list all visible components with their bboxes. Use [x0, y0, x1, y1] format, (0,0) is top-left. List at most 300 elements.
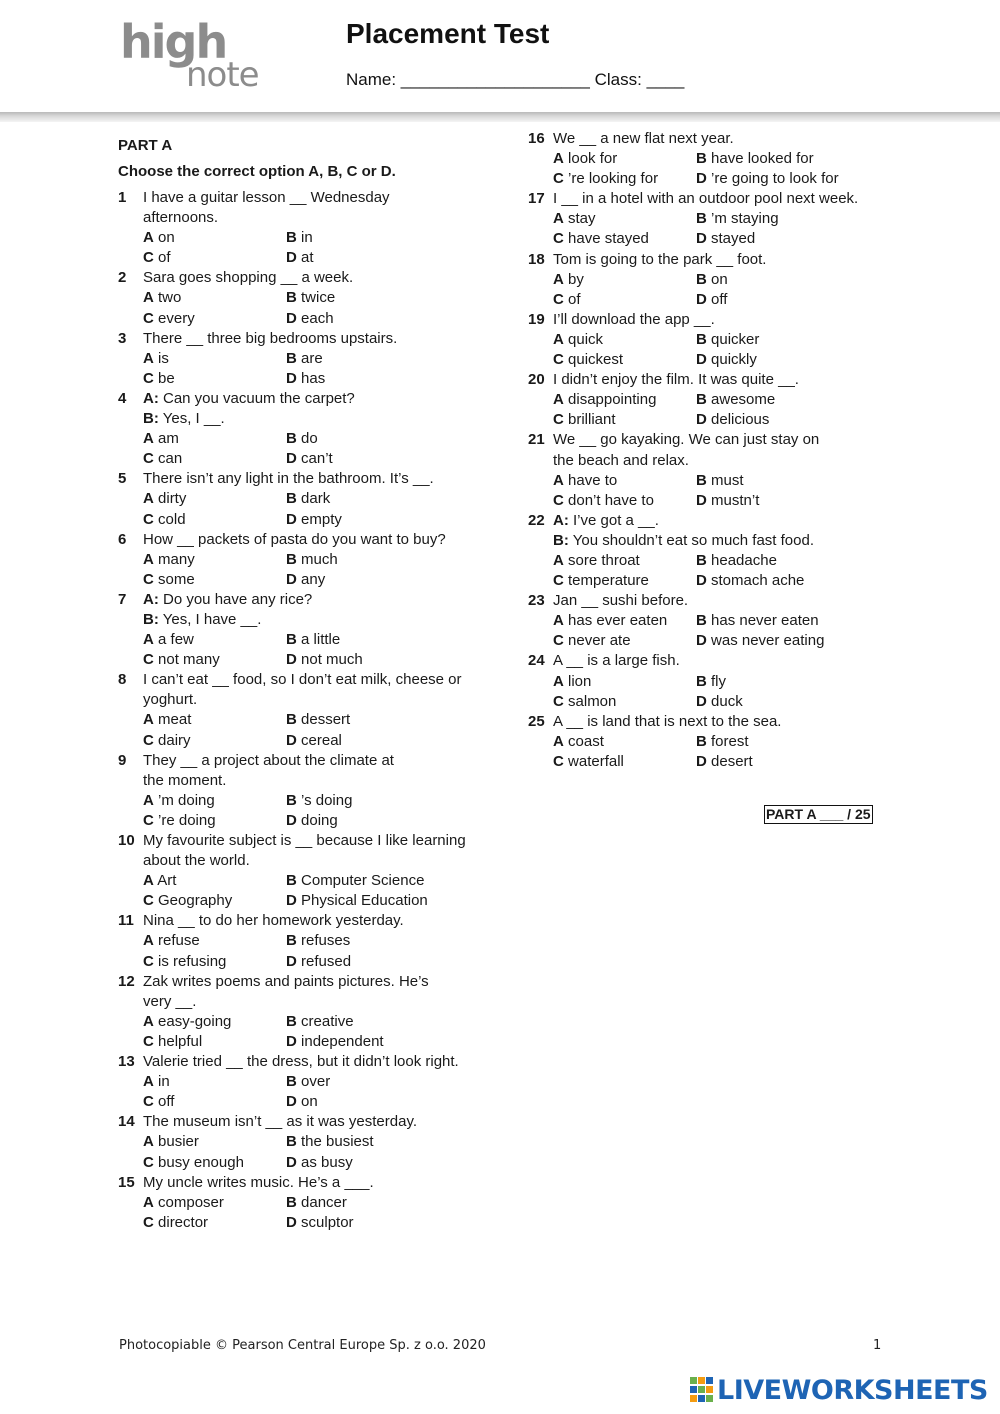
part-a-score-box[interactable]: PART A ___ / 25 — [766, 806, 871, 822]
option-letter: D — [286, 309, 297, 327]
option-text: composer — [158, 1193, 224, 1211]
answer-option-a[interactable] — [143, 288, 286, 308]
answer-option-c[interactable] — [143, 309, 286, 329]
option-text: waterfall — [568, 752, 624, 770]
answer-option-a[interactable] — [553, 551, 696, 571]
answer-option-b[interactable] — [286, 1132, 429, 1152]
option-letter: B — [286, 229, 297, 247]
answer-option-d[interactable] — [286, 952, 429, 972]
options-row — [143, 1193, 478, 1213]
options-row — [553, 752, 888, 772]
option-letter: D — [696, 411, 707, 429]
option-text: quick — [568, 330, 604, 348]
option-text: at — [301, 249, 314, 267]
answer-option-d[interactable] — [286, 811, 429, 831]
option-text: can’t — [301, 450, 333, 468]
answer-option-a[interactable] — [143, 871, 286, 891]
answer-option-a[interactable] — [143, 228, 286, 248]
option-text: on — [158, 229, 175, 247]
option-letter: A — [143, 872, 154, 890]
question-text-span: Zak writes poems and paints pictures. He’s — [143, 972, 429, 990]
option-letter: C — [553, 290, 564, 308]
answer-option-c[interactable] — [143, 1153, 286, 1173]
option-letter: A — [143, 430, 154, 448]
option-letter: B — [696, 270, 707, 288]
answer-option-d[interactable] — [286, 1032, 429, 1052]
question-4 — [118, 389, 478, 469]
options-row — [143, 1032, 478, 1052]
question-number: 22 — [528, 511, 545, 529]
answer-option-b[interactable] — [286, 1193, 429, 1213]
question-text — [553, 430, 888, 450]
answer-option-b[interactable] — [286, 791, 429, 811]
options-row — [143, 811, 478, 831]
question-text — [143, 670, 478, 690]
options-row — [143, 791, 478, 811]
high-note-logo — [118, 14, 268, 94]
answer-option-b[interactable] — [696, 471, 839, 491]
option-text: dark — [301, 490, 331, 508]
answer-option-b[interactable] — [286, 349, 429, 369]
question-text-span: Yes, I have __. — [158, 610, 262, 628]
answer-option-b[interactable] — [286, 489, 429, 509]
question-5 — [118, 469, 478, 529]
options-row — [143, 570, 478, 590]
answer-option-c[interactable] — [553, 692, 696, 712]
question-text — [143, 409, 478, 429]
question-number: 8 — [118, 671, 127, 689]
option-text: duck — [711, 692, 743, 710]
option-text: a few — [158, 631, 194, 649]
speaker-label: B: — [553, 531, 569, 549]
option-text: refuse — [158, 932, 200, 950]
question-number: 19 — [528, 310, 545, 328]
answer-option-a[interactable] — [553, 330, 696, 350]
logo-high-text: high — [120, 15, 227, 69]
option-letter: A — [553, 391, 564, 409]
question-23 — [528, 591, 888, 651]
answer-option-d[interactable] — [696, 631, 839, 651]
answer-option-c[interactable] — [143, 510, 286, 530]
question-text-span: I’ve got a __. — [568, 511, 659, 529]
answer-option-a[interactable] — [143, 550, 286, 570]
option-letter: A — [143, 289, 154, 307]
option-text: quickest — [568, 351, 624, 369]
option-text: on — [711, 270, 728, 288]
option-letter: C — [143, 510, 154, 528]
option-letter: A — [553, 612, 564, 630]
answer-option-a[interactable] — [553, 672, 696, 692]
option-letter: A — [143, 1012, 154, 1030]
option-text: busy enough — [158, 1153, 244, 1171]
question-text-span: There isn’t any light in the bathroom. It’s __. — [143, 470, 434, 488]
option-letter: D — [696, 692, 707, 710]
options-row — [553, 270, 888, 290]
options-row — [553, 290, 888, 310]
option-text: awesome — [711, 391, 776, 409]
option-text: director — [158, 1213, 209, 1231]
option-letter: A — [143, 229, 154, 247]
question-text — [143, 610, 478, 630]
answer-option-b[interactable] — [696, 390, 839, 410]
options-row — [553, 169, 888, 189]
option-text: ’m doing — [158, 791, 215, 809]
question-number: 10 — [118, 832, 135, 849]
option-letter: D — [286, 651, 297, 669]
option-text: meat — [158, 711, 192, 729]
option-letter: B — [286, 711, 297, 729]
options-row — [143, 369, 478, 389]
answer-option-d[interactable] — [696, 491, 839, 511]
answer-option-d[interactable] — [286, 1213, 429, 1233]
options-row — [143, 449, 478, 469]
answer-option-d[interactable] — [696, 290, 839, 310]
question-10 — [118, 831, 478, 911]
options-row — [553, 229, 888, 249]
option-text: Geography — [158, 892, 233, 910]
option-text: the busiest — [301, 1133, 374, 1151]
answer-option-c[interactable] — [143, 1092, 286, 1112]
options-row — [143, 1132, 478, 1152]
option-letter: C — [143, 570, 154, 588]
option-text: cold — [158, 510, 186, 528]
option-letter: B — [286, 791, 297, 809]
option-letter: C — [553, 632, 564, 650]
answer-option-a[interactable] — [553, 611, 696, 631]
answer-option-c[interactable] — [553, 631, 696, 651]
options-row — [143, 228, 478, 248]
option-text: any — [301, 570, 326, 588]
answer-option-c[interactable] — [143, 891, 286, 911]
name-class-field[interactable]: Name: ____________________ Class: ____ — [346, 70, 685, 89]
question-number: 5 — [118, 470, 127, 488]
answer-option-b[interactable] — [286, 931, 429, 951]
question-text-span: We __ a new flat next year. — [553, 130, 734, 147]
answer-option-b[interactable] — [286, 228, 429, 248]
question-number: 17 — [528, 190, 545, 208]
option-text: ’m staying — [711, 210, 779, 228]
page-header — [0, 0, 1000, 114]
option-text: can — [158, 450, 183, 468]
option-text: doing — [301, 811, 338, 829]
answer-option-b[interactable] — [286, 1072, 429, 1092]
option-text: have stayed — [568, 230, 649, 248]
option-letter: B — [696, 612, 707, 630]
answer-option-b[interactable] — [696, 149, 839, 169]
answer-option-c[interactable] — [143, 1213, 286, 1233]
option-text: temperature — [568, 572, 649, 590]
question-text-span: yoghurt. — [143, 691, 198, 709]
answer-option-d[interactable] — [696, 229, 839, 249]
options-row — [143, 550, 478, 570]
question-text — [143, 911, 478, 931]
answer-option-a[interactable] — [553, 390, 696, 410]
option-text: has — [301, 369, 326, 387]
question-text — [553, 310, 888, 330]
answer-option-d[interactable] — [286, 1092, 429, 1112]
answer-option-b[interactable] — [696, 672, 839, 692]
answer-option-a[interactable] — [143, 429, 286, 449]
answer-option-c[interactable] — [143, 248, 286, 268]
question-text — [553, 250, 888, 270]
options-row — [143, 931, 478, 951]
option-letter: D — [286, 510, 297, 528]
answer-option-c[interactable] — [143, 650, 286, 670]
options-row — [553, 471, 888, 491]
option-letter: A — [553, 471, 564, 489]
answer-option-d[interactable] — [286, 248, 429, 268]
option-letter: C — [143, 1153, 154, 1171]
options-row — [143, 650, 478, 670]
liveworksheets-text: LIVEWORKSHEETS — [717, 1374, 988, 1406]
question-text — [143, 530, 478, 550]
question-14 — [118, 1112, 478, 1172]
question-number: 11 — [118, 912, 134, 930]
answer-option-c[interactable] — [553, 350, 696, 370]
answer-option-d[interactable] — [696, 410, 839, 430]
answer-option-d[interactable] — [286, 570, 429, 590]
answer-option-d[interactable] — [286, 369, 429, 389]
answer-option-c[interactable] — [143, 731, 286, 751]
option-letter: B — [286, 490, 297, 508]
option-letter: D — [286, 1093, 297, 1111]
answer-option-b[interactable] — [696, 611, 839, 631]
answer-option-c[interactable] — [143, 570, 286, 590]
answer-option-a[interactable] — [553, 209, 696, 229]
option-letter: C — [143, 1032, 154, 1050]
option-letter: D — [286, 952, 297, 970]
answer-option-d[interactable] — [286, 510, 429, 530]
option-letter: A — [553, 210, 564, 228]
options-row — [143, 349, 478, 369]
option-letter: D — [696, 230, 707, 248]
question-text-span: about the world. — [143, 852, 250, 870]
options-row — [143, 309, 478, 329]
option-text: ’s doing — [301, 791, 353, 809]
option-text: quicker — [711, 330, 760, 348]
answer-option-b[interactable] — [286, 630, 429, 650]
answer-option-a[interactable] — [553, 270, 696, 290]
answer-option-b[interactable] — [696, 270, 839, 290]
right-column — [528, 129, 888, 772]
options-row — [143, 510, 478, 530]
option-letter: C — [143, 1213, 154, 1231]
option-letter: B — [286, 872, 297, 890]
answer-option-d[interactable] — [286, 731, 429, 751]
answer-option-a[interactable] — [143, 710, 286, 730]
options-row — [553, 551, 888, 571]
answer-option-b[interactable] — [286, 288, 429, 308]
option-text: over — [301, 1073, 331, 1091]
question-text — [143, 751, 478, 771]
option-letter: A — [553, 551, 564, 569]
answer-option-a[interactable] — [143, 1072, 286, 1092]
options-row — [143, 731, 478, 751]
option-text: forest — [711, 732, 749, 750]
answer-option-b[interactable] — [696, 551, 839, 571]
question-text — [143, 771, 478, 791]
answer-option-d[interactable] — [696, 571, 839, 591]
answer-option-a[interactable] — [553, 471, 696, 491]
question-text — [143, 690, 478, 710]
options-row — [143, 429, 478, 449]
options-row — [143, 630, 478, 650]
option-letter: B — [286, 550, 297, 568]
answer-option-d[interactable] — [696, 169, 839, 189]
option-letter: A — [143, 1133, 154, 1151]
option-letter: B — [696, 471, 707, 489]
question-text — [553, 651, 888, 671]
options-row — [143, 1072, 478, 1092]
speaker-label: B: — [143, 610, 159, 628]
answer-option-a[interactable] — [143, 1193, 286, 1213]
answer-option-b[interactable] — [286, 429, 429, 449]
question-number: 18 — [528, 250, 545, 268]
answer-option-c[interactable] — [553, 169, 696, 189]
option-text: sore throat — [568, 551, 640, 569]
option-text: has ever eaten — [568, 612, 668, 630]
option-letter: A — [143, 490, 154, 508]
option-text: Physical Education — [301, 892, 428, 910]
option-letter: D — [286, 731, 297, 749]
option-text: mustn’t — [711, 491, 760, 509]
option-letter: A — [143, 791, 154, 809]
option-letter: B — [696, 551, 707, 569]
option-letter: D — [696, 572, 707, 590]
question-number: 23 — [528, 592, 545, 610]
answer-option-a[interactable] — [553, 149, 696, 169]
option-text: off — [158, 1093, 175, 1111]
question-text — [143, 268, 478, 288]
option-letter: B — [696, 330, 707, 348]
question-11 — [118, 911, 478, 971]
answer-option-d[interactable] — [696, 350, 839, 370]
answer-option-c[interactable] — [143, 369, 286, 389]
answer-option-a[interactable] — [143, 349, 286, 369]
question-text-span: I didn’t enjoy the film. It was quite __. — [553, 371, 799, 389]
answer-option-c[interactable] — [553, 410, 696, 430]
answer-option-a[interactable] — [143, 1132, 286, 1152]
option-letter: C — [143, 811, 154, 829]
option-letter: C — [143, 651, 154, 669]
liveworksheets-watermark — [690, 1373, 988, 1407]
answer-option-b[interactable] — [286, 871, 429, 891]
answer-option-b[interactable] — [696, 732, 839, 752]
header-divider — [0, 112, 1000, 122]
option-letter: D — [286, 1213, 297, 1231]
answer-option-c[interactable] — [553, 491, 696, 511]
answer-option-d[interactable] — [286, 1153, 429, 1173]
answer-option-c[interactable] — [553, 290, 696, 310]
answer-option-d[interactable] — [286, 891, 429, 911]
question-number: 25 — [528, 712, 545, 730]
answer-option-b[interactable] — [696, 330, 839, 350]
option-letter: C — [553, 351, 564, 369]
options-row — [553, 672, 888, 692]
answer-option-a[interactable] — [143, 931, 286, 951]
question-text-span: How __ packets of pasta do you want to buy? — [143, 530, 446, 548]
answer-option-a[interactable] — [143, 791, 286, 811]
question-number: 21 — [528, 431, 545, 449]
answer-option-d[interactable] — [286, 309, 429, 329]
option-letter: D — [286, 1153, 297, 1171]
options-row — [143, 1153, 478, 1173]
question-text — [143, 208, 478, 228]
answer-option-c[interactable] — [553, 571, 696, 591]
question-9 — [118, 751, 478, 831]
question-15 — [118, 1173, 478, 1233]
answer-option-a[interactable] — [553, 732, 696, 752]
answer-option-c[interactable] — [143, 952, 286, 972]
answer-option-b[interactable] — [696, 209, 839, 229]
question-text-span: My favourite subject is __ because I like learning — [143, 832, 466, 849]
answer-option-c[interactable] — [553, 229, 696, 249]
question-text-span: Sara goes shopping __ a week. — [143, 269, 354, 287]
option-text: must — [711, 471, 744, 489]
option-letter: D — [286, 369, 297, 387]
answer-option-a[interactable] — [143, 1012, 286, 1032]
option-text: refused — [301, 952, 352, 970]
question-text-span: Jan __ sushi before. — [553, 592, 689, 610]
options-row — [143, 871, 478, 891]
question-text — [553, 712, 888, 732]
option-letter: B — [286, 1193, 297, 1211]
answer-option-c[interactable] — [143, 449, 286, 469]
options-row — [143, 1092, 478, 1112]
option-letter: C — [553, 411, 564, 429]
option-letter: D — [286, 450, 297, 468]
option-text: each — [301, 309, 334, 327]
option-text: is refusing — [158, 952, 227, 970]
question-12 — [118, 972, 478, 1052]
question-number: 9 — [118, 751, 127, 769]
option-text: some — [158, 570, 195, 588]
question-text — [143, 1052, 478, 1072]
question-text — [143, 1112, 478, 1132]
answer-option-c[interactable] — [553, 752, 696, 772]
option-letter: B — [286, 1073, 297, 1091]
options-row — [143, 248, 478, 268]
answer-option-d[interactable] — [696, 752, 839, 772]
answer-option-b[interactable] — [286, 1012, 429, 1032]
option-text: dessert — [301, 711, 351, 729]
speaker-label: A: — [143, 590, 159, 608]
answer-option-d[interactable] — [286, 650, 429, 670]
option-letter: C — [553, 491, 564, 509]
option-text: in — [301, 229, 313, 247]
answer-option-c[interactable] — [143, 811, 286, 831]
options-row — [553, 149, 888, 169]
answer-option-d[interactable] — [696, 692, 839, 712]
option-text: not many — [158, 651, 220, 669]
question-number: 1 — [118, 189, 127, 206]
options-row — [553, 350, 888, 370]
option-letter: C — [143, 249, 154, 267]
option-text: creative — [301, 1012, 354, 1030]
answer-option-a[interactable] — [143, 489, 286, 509]
answer-option-b[interactable] — [286, 550, 429, 570]
question-text-span: We __ go kayaking. We can just stay on — [553, 431, 820, 449]
option-letter: A — [143, 631, 154, 649]
answer-option-c[interactable] — [143, 1032, 286, 1052]
answer-option-b[interactable] — [286, 710, 429, 730]
option-letter: A — [553, 672, 564, 690]
option-text: delicious — [711, 411, 770, 429]
question-number: 15 — [118, 1173, 135, 1191]
question-18 — [528, 250, 888, 310]
answer-option-d[interactable] — [286, 449, 429, 469]
answer-option-a[interactable] — [143, 630, 286, 650]
